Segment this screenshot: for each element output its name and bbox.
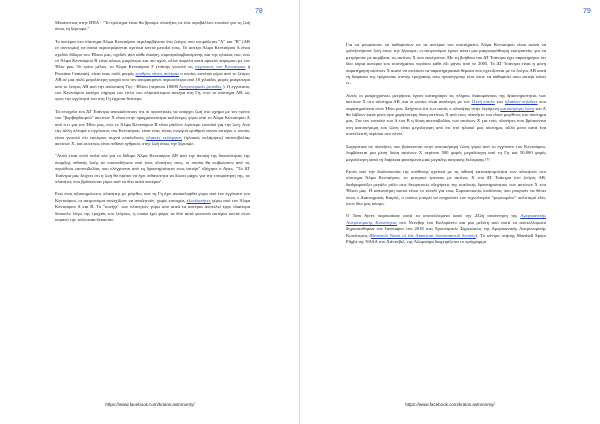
inline-link[interactable]: Αστρονομικές μονάδες <box>178 83 222 89</box>
paragraph <box>346 144 546 163</box>
paragraph-text: στο Ντένβερ του Κολοράντο και μια μελέτη από αυτά τα αποτελέσματα δημοσιεύθηκαν τον Ιανουάριο του 2018 στις Ερευνητικές Σημειώσεις της Αμερικανικής Αστρονομικής Κοινότητας ( <box>346 219 546 238</box>
right-page <box>300 0 600 424</box>
paragraph-text: Μπαίνοντας στην ΗΠΑ - "Το ερώτημα είναι θα βρούμε πλανήτες σε ένα περιβάλλον ευνοϊκό για τη ζωή όπως τη ξέρουμε;" <box>55 20 250 32</box>
paragraph-text: Τα στοιχεία του ΔΤ Τσάντρα αποκαλύπτουν ότι οι προοπτικές να υπάρχει ζωή στο σχήμα με τον τρόπο του "βομβαρδισμού" ακτίνων Χ είναι στην πραγματικότητα καλύτερες γύρω από το Άλφα Κενταύρου Α από ό,τι για τον Ήλιο μας, ενώ το Άλφα Κενταύρου Β είναι μάλλον λιγότερο ευνοϊκό για την ζωή. Από την άλλη πλευρά ο εγγύτατος του Κενταύρου, είναι ένας τύπος ενεργού ερυθρού νάνου αστέρα, ο οποίος είναι γνωστό ότι εκπέμπει συχνά επικίνδυνες <box>55 108 250 140</box>
inline-link[interactable]: εγγύτατος του Κενταύρου <box>195 64 246 70</box>
paragraph-text: που παρατηρούνται στον Ήλιο μας. Δείχνουν ότι ό,τι αυτός ο πλανήτης στην λεγόμενη <box>346 99 547 111</box>
paragraph-text: Για να μπορέσουν να καθορίσουν αν τα αστέρια του συστήματος Άλφα Κενταύρου είναι ικανά να φιλοξενήσουν ζωή όπως την ξέρουμε, οι αστρονόμοι έχουν κάνει μια μακροπρόθεσμη εκστρατεία, για να μετρήσουν με ακρίβεια, τις ακτίνες Χ που εκπέμπουν. Με τη βοήθεια του ΔΤ Τσάντρα έχει παρατηρήσει ότι δύο κύρια αστέρια του συστήματος περίπου κάθε έξι μήνες από το 2005. Το ΔΤ Τσάντρα είναι η μόνη παρατήρηση ακτίνων Χ ικανό να επιλύσει τα παρατηρησιακά θέματα που σχετίζονται με το ζεύγος ΑΒ κατά τη διάρκεια της τρέχουσας στενής τροχιακής τους προσέγγισης έτσι ώστε να καθορίσει ποιο αστέρι κάνει τι... <box>346 42 546 86</box>
inline-link[interactable]: κατοικήσιμη ζώνη <box>500 105 535 111</box>
inline-link[interactable]: εξωπλανήτες <box>186 197 211 203</box>
paragraph <box>55 20 250 33</box>
paragraph-text: Συγκριτικά σε πλανήτες που βρίσκονται στην κατοικήσιμη ζώνη γύρω από το εγγύτατο του Κενταύρου, λαμβάνεται μια μέση δόση ακτίνων Χ περίπου 500 φορές μεγαλύτερη από τη Γη και 50.000 φορές μεγαλύτερη κατά τη διάρκεια φαινόμενα μιας μεγάλης αστρικής έκλαμψης.!!! <box>346 143 546 162</box>
paragraph-text: Αυτές οι μακροχρόνιες μετρήσεις έχουν καταγράψει τις πλήρεις διακυμάνσεις της δραστηριότητας των ακτίνων Χ στο σύστημα ΑΒ, και οι οποίες είναι ανάλογες με τον <box>346 92 546 105</box>
paragraph-text: ). Ο εγγύτατος του Κενταύρου κατέχει σήμερα τον τίτλο του πλησιέστερου αστέρα στη Γη, ενώ το σύστημα ΑΒ, ως προς την εγγύτητά του στη Γη έρχεται δεύτερο. <box>55 83 250 102</box>
paragraph-text: "Αυτά είναι πολύ καλά νέα για το δίδυμο Άλφα Κενταύρου ΑΒ από την άποψη της δυνατότητας της ύπαρξης πιθανής ζωής σε οποιονδήποτε από τους πλανήτες τους, οι οποίοι θα επιβιώσουν από τις περιόδους ακτινοβολίας που ελέγχονται από τη δραστηριότητα τους αστέρι" εξήγησε ο Αγιες. "Τo ΔΤ Τσάντρα μας δείχνει ότι η ζωή θα πρέπει να έχει πιθανότητα να δώσει μάχες για την επικράτηση της, σε πλανήτες που βρίσκονται γύρω από τα δύο αυτά αστέρια". <box>55 153 250 184</box>
paragraph-text: γύρω από τον Άλφα Κενταύρου Α και Β. Το "κυνήγι" των πλανητών γύρω από αυτά τα αστέρια αποτελεί έργο ιδιαίτερα δύσκολο λόγω της τροχιάς του ζεύγους, η οποία έχει φέρει τα δύο αυτά φωτεινά αστέρια κοντά στον ουρανό την τελευταία δεκαετία. <box>55 197 250 222</box>
paragraph-text: Ενώ ένας αξιοσημείωτος πλανήτης με μέγεθος σαν τη Γη έχει ανακαλυφθεί γύρω από τον εγγύτατο του Κενταύρου, οι αστρονόμοι συνεχίζουν να αναζητούν, χωρίς επιτυχία, <box>55 191 250 203</box>
page-footer-link[interactable]: https://www.facebook.com/kratos.astronomy/ <box>105 402 195 407</box>
paragraph <box>346 42 546 87</box>
paragraph-text: ). Το κέντρο πτήσης Marshall Space Flight της NASA στο Χάντσβιλ, της Αλαμπάμα διαχειρίζεται το πρόγραμμα <box>346 232 546 244</box>
paragraph-text: Το αστέρια στο σύστημα Άλφα Κενταύρου περιλαμβάνουν ένα ζεύγος που ονομάζεται "Α" και "Β" (ΑΒ εν συντομία) τα οποία περιστρέφονται σχετικά κοντά μεταξύ τους. Το αστέρι Άλφα Κενταύρου Α είναι σχεδόν δίδυμο του Ήλιου μας, σχεδόν από κάθε άποψη, συμπεριλαμβανομένης και της ηλικίας του, ενώ το Άλφα Κενταύρου Β είναι κάπως μικρότερο και πιο αχνό, αλλά παρόλα αυτά αρκετά παρόμοιο με τον Ήλιο μας. Το τρίτο μέλος, το Άλφα Κενταύρου Γ (επίσης γνωστό ως <box>55 38 250 70</box>
paragraph <box>55 109 250 147</box>
paragraph-text: ή Proxima Centauri), είναι ένας πολύ μικρός <box>55 64 250 76</box>
inline-link[interactable]: Research Notes of the American Astronomical Society <box>370 232 476 238</box>
paragraph <box>55 39 250 103</box>
paragraph <box>55 153 250 185</box>
paragraph-text: Ο Tom Ayres παρουσίασε αυτά τα αποτελέσματα κατά την 232η συνάντηση της <box>346 213 521 219</box>
paragraph-text: ο οποίος κινείται γύρω από το ζεύγος ΑΒ σε μια πολύ μεγαλύτερη τροχιά που τον απομακρύνει περισσότερο από 10 χιλιάδες φορές μακρύτερα από το ζεύγος ΑΒ από την απόσταση Γης - Ηλίου (περίπου 10000 <box>55 70 251 89</box>
page-body <box>55 20 250 229</box>
inline-link[interactable]: Αμερικανικής Αστρονομικής Κοινότητας <box>346 213 546 225</box>
inline-link[interactable]: ερυθρός νάνος αστέρας <box>135 70 180 76</box>
paragraph-text: (ηλιακές εκλάμψεις) ακτινοβολίας ακτίνων Χ, και συνεπώς είναι πιθανό εχθρικός στην ζωή όπως την ξέρουμε. <box>55 134 250 146</box>
page-footer-link[interactable]: https://www.facebook.com/kratos.astronomy/ <box>405 402 495 407</box>
paragraph-text: των <box>494 99 505 105</box>
page-number: 79 <box>583 8 591 15</box>
paragraph-text: του Α θα λάβουν κατά μέσο όρο χαμηλότερη δόση ακτίνων Χ από τους πλανήτες του ιδιού μεγέθους στο σύστημα μας. Για τον ευνοϊκό του Α του Β η δόση ακτινοβολίας των ακτίνων Χ για τους πλανήτες που βρίσκονται στη κατοικήσιμη του ζώνη είναι μεγαλύτερη από ότι στο ηλιακό μας σύστημα, αλλά μόνο κατά ένα συντελεστή περίπου στο πέντε. <box>346 105 546 137</box>
paragraph <box>346 93 546 138</box>
inline-link[interactable]: ηλιακές εκλάμψεις <box>146 134 182 140</box>
paragraph <box>55 191 250 223</box>
page-number: 78 <box>255 8 263 15</box>
paragraph <box>346 213 546 245</box>
inline-link[interactable]: ηλιακών κηλίδων <box>504 99 538 105</box>
page-body <box>346 42 546 251</box>
paragraph-text: Εκτός από την διαλοσκοπία της υπόθεσης σχετικά με τη πιθανή κατοικησιμότητα των πλανητών στο σύστημα Άλφα Κενταύρου, το ιστορικό έρευνας με ακτίνες Χ του ΔΤ Τσάντρα στο ζεύγος ΑΒ, διαδραματίζει μεγάλο ρόλο στις θεωρητικές εξηγήσεις της κυκλικής δραστηριότητας των ακτίνων Χ του Ήλιου μας. Η κατανόηση αυτού είναι το κλειδί για τους Συμπαντικούς κινδύνους που μπορούν να θέσει όπως ο Διαστημικός Καιρός, ο οποίος μπορεί να επηρεάσει τον τεχνολογικό "φορτωμένο" πολιτισμό εδώ, στον ίδιο μας κόσμο. <box>346 168 546 206</box>
inline-link[interactable]: 11ετή κύκλο <box>471 99 495 105</box>
paragraph <box>346 169 546 207</box>
